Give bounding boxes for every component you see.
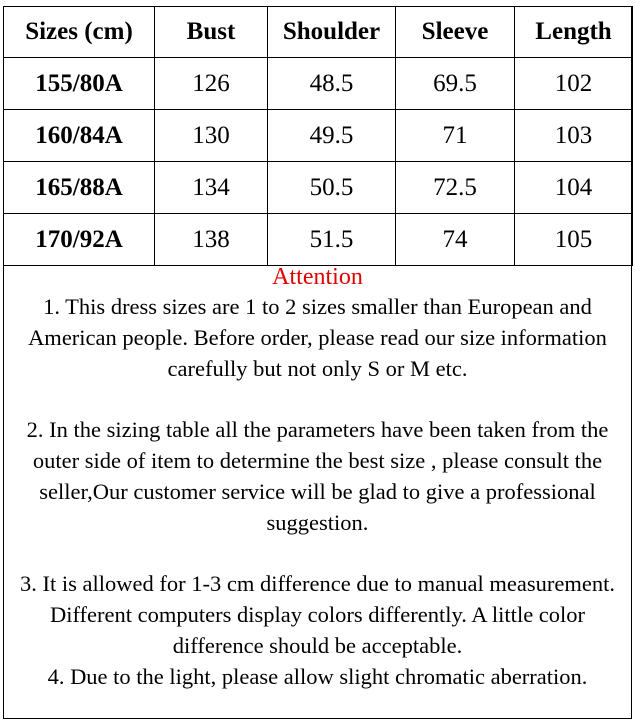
note-item-1: 1. This dress sizes are 1 to 2 sizes smaller than European and American people. Before order, please read our size information carefully but not only S or M etc.	[28, 294, 607, 381]
bust-value: 126	[155, 58, 268, 110]
size-label: 160/84A	[4, 110, 155, 162]
shoulder-value: 48.5	[268, 58, 396, 110]
size-label: 170/92A	[4, 214, 155, 266]
table-row	[4, 214, 633, 266]
bust-value: 130	[155, 110, 268, 162]
header-sleeve: Sleeve	[396, 7, 515, 58]
length-value: 102	[515, 58, 633, 110]
sleeve-value: 71	[396, 110, 515, 162]
size-table	[3, 6, 633, 266]
table-row	[4, 110, 633, 162]
note-item-2: 2. In the sizing table all the parameters have been taken from the outer side of item to determine the best size , please consult the seller,Our customer service will be glad to give a professional suggestion.	[26, 417, 609, 535]
sleeve-value: 74	[396, 214, 515, 266]
size-label: 155/80A	[4, 58, 155, 110]
sleeve-value: 72.5	[396, 162, 515, 214]
sleeve-value: 69.5	[396, 58, 515, 110]
shoulder-value: 49.5	[268, 110, 396, 162]
table-row	[4, 162, 633, 214]
size-label: 165/88A	[4, 162, 155, 214]
note-item-4: 4. Due to the light, please allow slight chromatic aberration.	[47, 663, 588, 689]
table-header-row	[4, 7, 633, 58]
header-sizes: Sizes (cm)	[4, 7, 155, 58]
shoulder-value: 51.5	[268, 214, 396, 266]
header-length: Length	[515, 7, 633, 58]
length-value: 104	[515, 162, 633, 214]
length-value: 103	[515, 110, 633, 162]
table-row	[4, 58, 633, 110]
header-shoulder: Shoulder	[268, 7, 396, 58]
attention-notes	[3, 260, 632, 692]
bust-value: 134	[155, 162, 268, 214]
attention-title: Attention	[272, 264, 363, 290]
shoulder-value: 50.5	[268, 162, 396, 214]
note-item-3: 3. It is allowed for 1-3 cm difference due to manual measurement. Different computers display colors differently. A little color difference should be acceptable.	[20, 571, 615, 658]
length-value: 105	[515, 214, 633, 266]
bust-value: 138	[155, 214, 268, 266]
header-bust: Bust	[155, 7, 268, 58]
